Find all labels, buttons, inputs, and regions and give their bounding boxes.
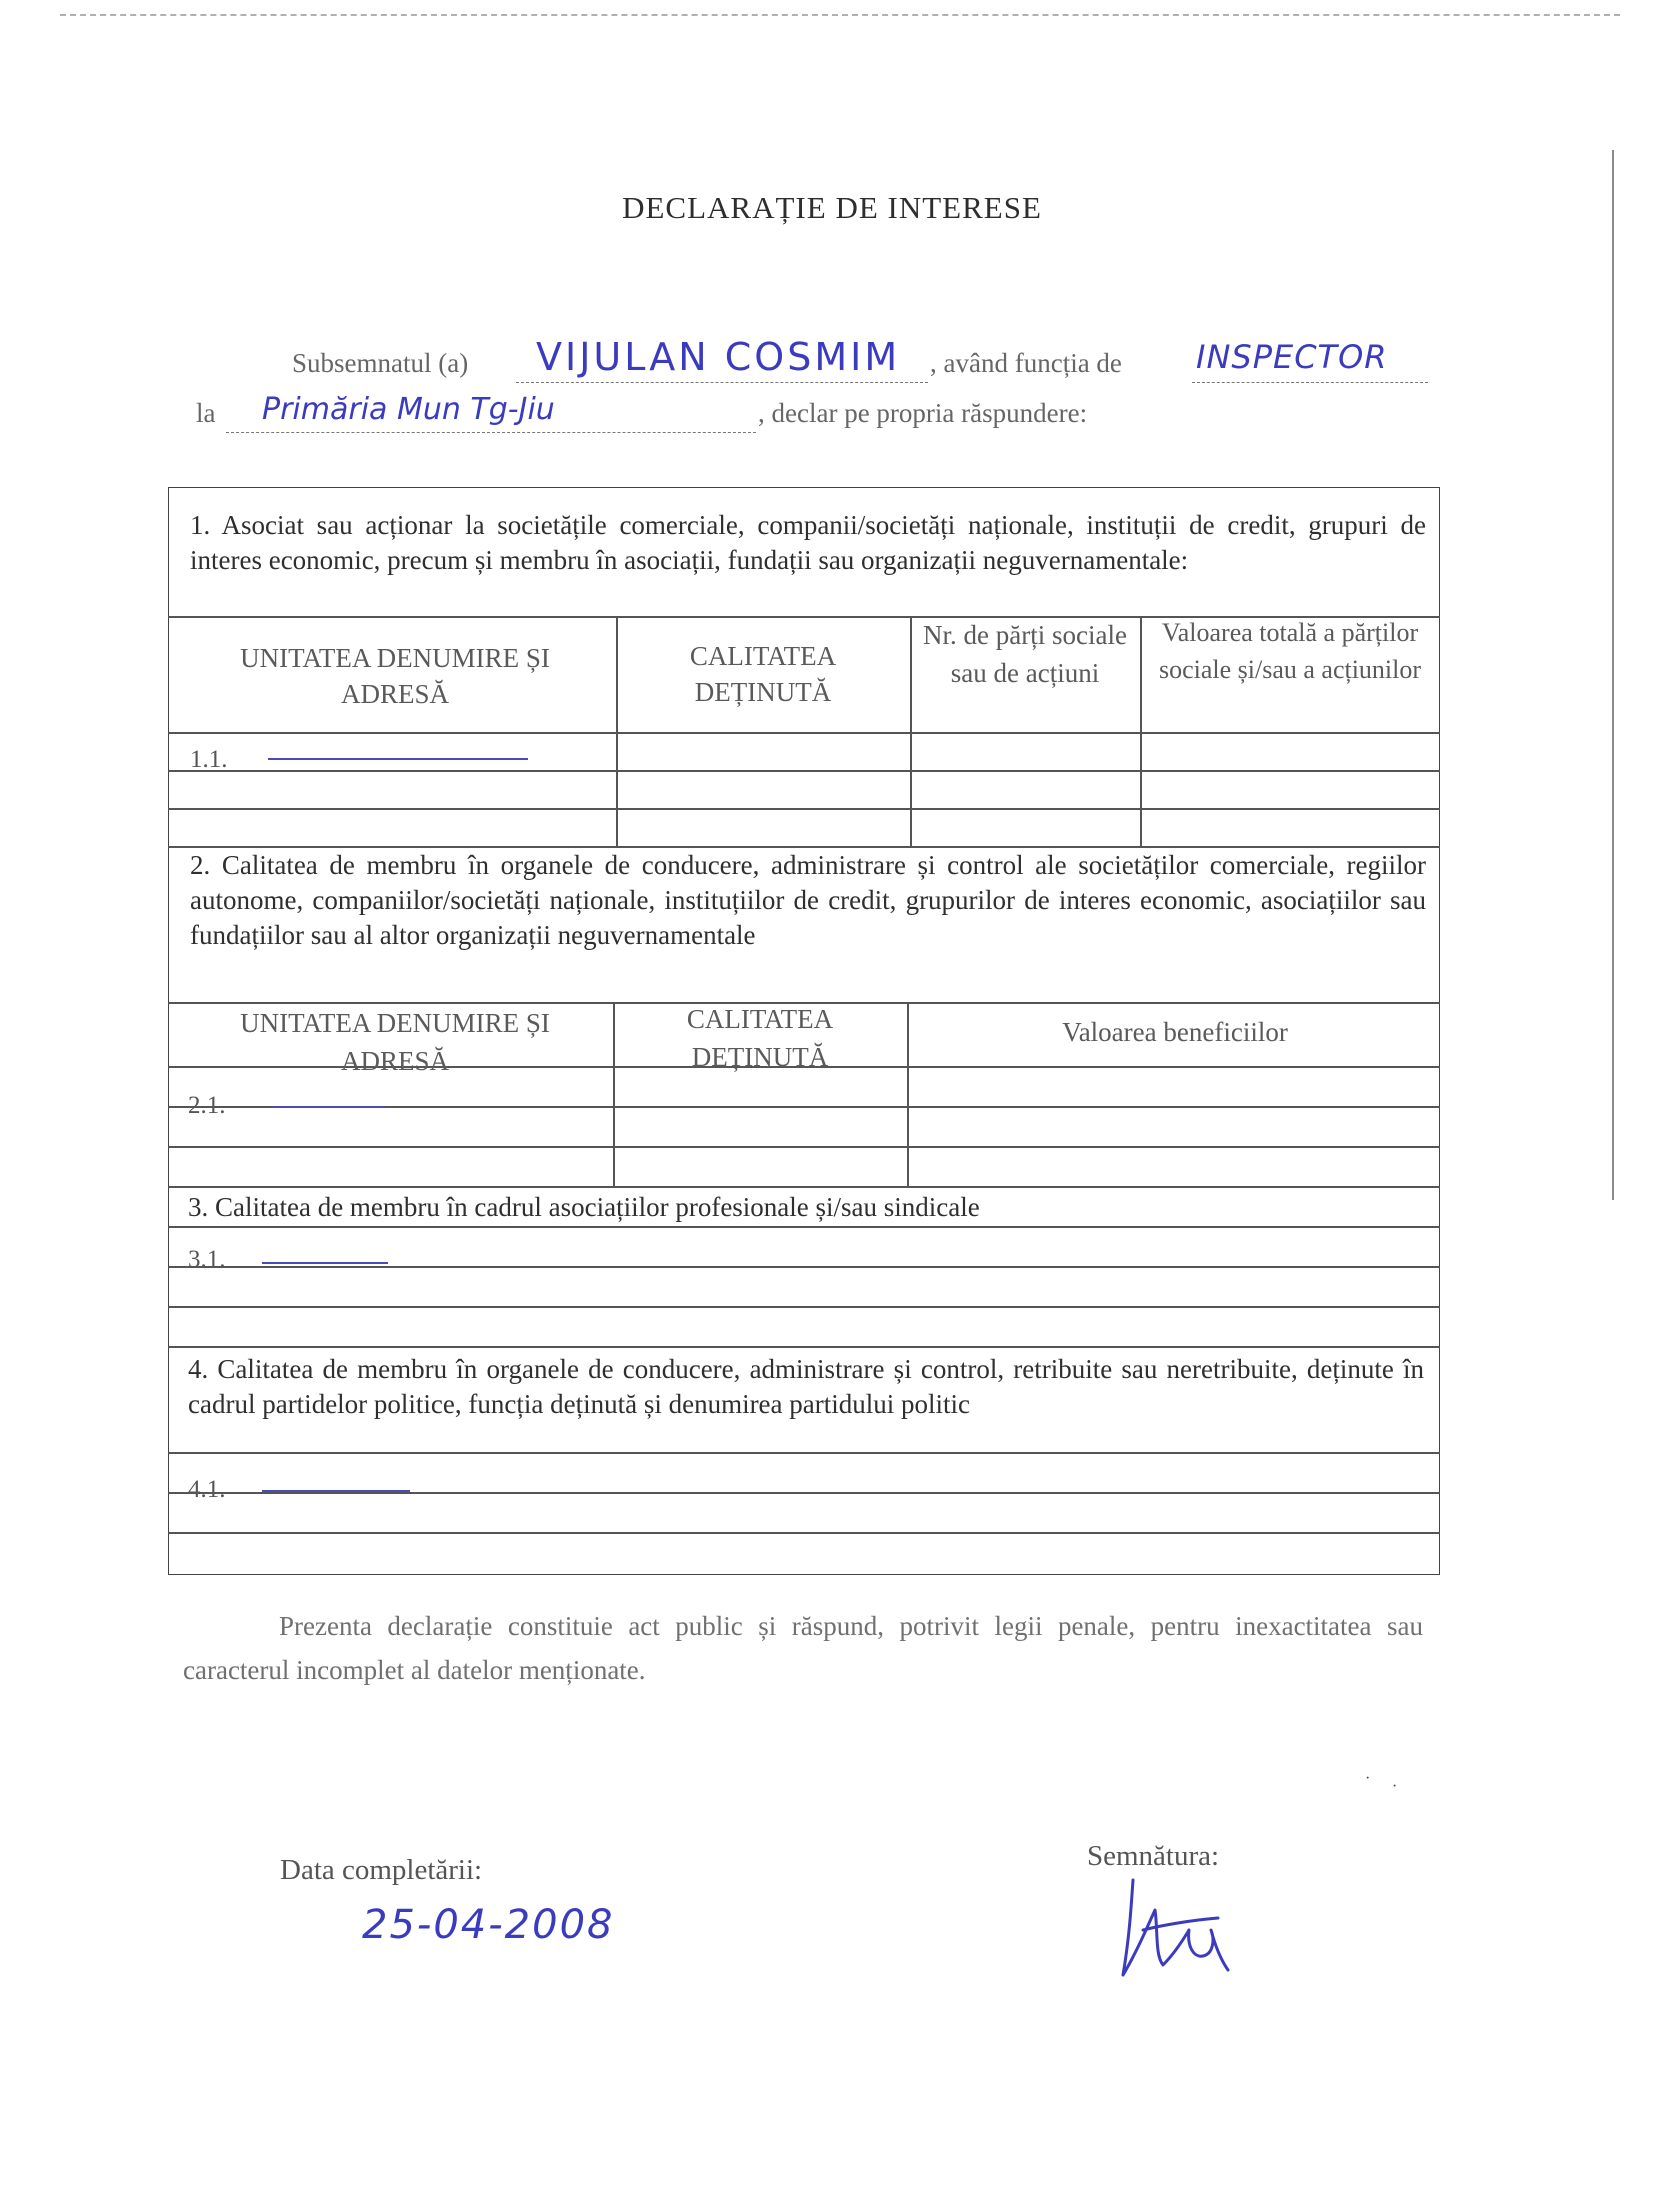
table-rule [168,1452,1440,1454]
functia-label: , având funcția de [930,348,1122,378]
declar-label: , declar pe propria răspundere: [758,398,1088,428]
signature-label: Semnătura: [1087,1840,1220,1872]
scan-edge-right [1612,150,1614,1200]
empty-entry-dash [262,1490,410,1492]
row-label-2-1: 2.1. [188,1092,226,1119]
table-rule [168,1266,1440,1268]
table-rule [910,616,912,846]
col-valoare-beneficii-header: Valoarea beneficiilor [1062,1017,1288,1047]
table-rule [168,1186,1440,1188]
declaration-statement: Prezenta declarație constituie act public și răspund, potrivit legii penale, pentru inexactitatea sau caracterul incomplet al datelor menționate. [183,1611,1423,1685]
table-rule [168,770,1440,772]
table-rule [168,732,1440,734]
col-unitate-header: UNITATEA DENUMIRE ȘI ADRESĂ [240,643,550,709]
date-label: Data completării: [280,1854,483,1886]
handwritten-signature [1103,1870,1243,1990]
scan-speck: · [1392,1778,1398,1795]
scan-speck: · [1365,1770,1371,1787]
section-1-heading: 1. Asociat sau acționar la societățile comerciale, companii/societăți naționale, instituții de credit, grupuri de interes economic, precum și membru în asociații, fundații sau organizații neguvernamentale: [190,510,1426,575]
subsemnatul-label: Subsemnatul (a) [292,348,469,378]
row-label-3-1: 3.1. [188,1246,226,1273]
scan-edge-top [60,14,1620,16]
section-3-heading: 3. Calitatea de membru în cadrul asociațiilor profesionale și/sau sindicale [188,1192,980,1222]
date-value: 25-04-2008 [362,1902,615,1948]
table-rule [907,1002,909,1186]
empty-entry-dash [274,1106,386,1108]
empty-entry-dash [268,758,528,760]
row-label-4-1: 4.1. [188,1476,226,1503]
col-unitate-header: UNITATEA DENUMIRE ȘI ADRESĂ [240,1008,550,1076]
table-rule [168,1306,1440,1308]
functia-value: INSPECTOR [1196,338,1388,376]
table-rule [168,808,1440,810]
table-rule [168,1346,1440,1348]
col-valoare-header: Valoarea totală a părților sociale și/sau a acțiunilor [1158,618,1422,684]
table-rule [1140,616,1142,846]
la-label: la [196,398,216,428]
col-calitate-header: CALITATEA DEȚINUTĂ [686,1004,834,1072]
la-value: Primăria Mun Tg-Jiu [262,392,555,427]
col-calitate-header: CALITATEA DEȚINUTĂ [689,641,837,707]
table-rule [168,1146,1440,1148]
document-title: DECLARAȚIE DE INTERESE [622,190,1042,225]
section-2-heading: 2. Calitatea de membru în organele de conducere, administrare și control ale societăților comerciale, regiilor autonome, companiilor/societăți naționale, instituțiilor de credit, grupurilor de interes economic, asociațiilor sau fundațiilor sau al altor organizații neguvernamentale [190,850,1426,950]
name-value: VIJULAN COSMIM [536,335,901,379]
table-rule [616,616,618,846]
empty-entry-dash [262,1262,388,1264]
table-rule [168,1492,1440,1494]
table-rule [613,1002,615,1186]
col-parti-header: Nr. de părți sociale sau de acțiuni [923,620,1127,688]
row-label-1-1: 1.1. [190,746,228,773]
section-4-heading: 4. Calitatea de membru în organele de conducere, administrare și control, retribuite sau neretribuite, deținute în cadrul partidelor politice, funcția deținută și denumirea partidului politic [188,1354,1424,1419]
table-rule [168,1226,1440,1228]
table-rule [168,1532,1440,1534]
